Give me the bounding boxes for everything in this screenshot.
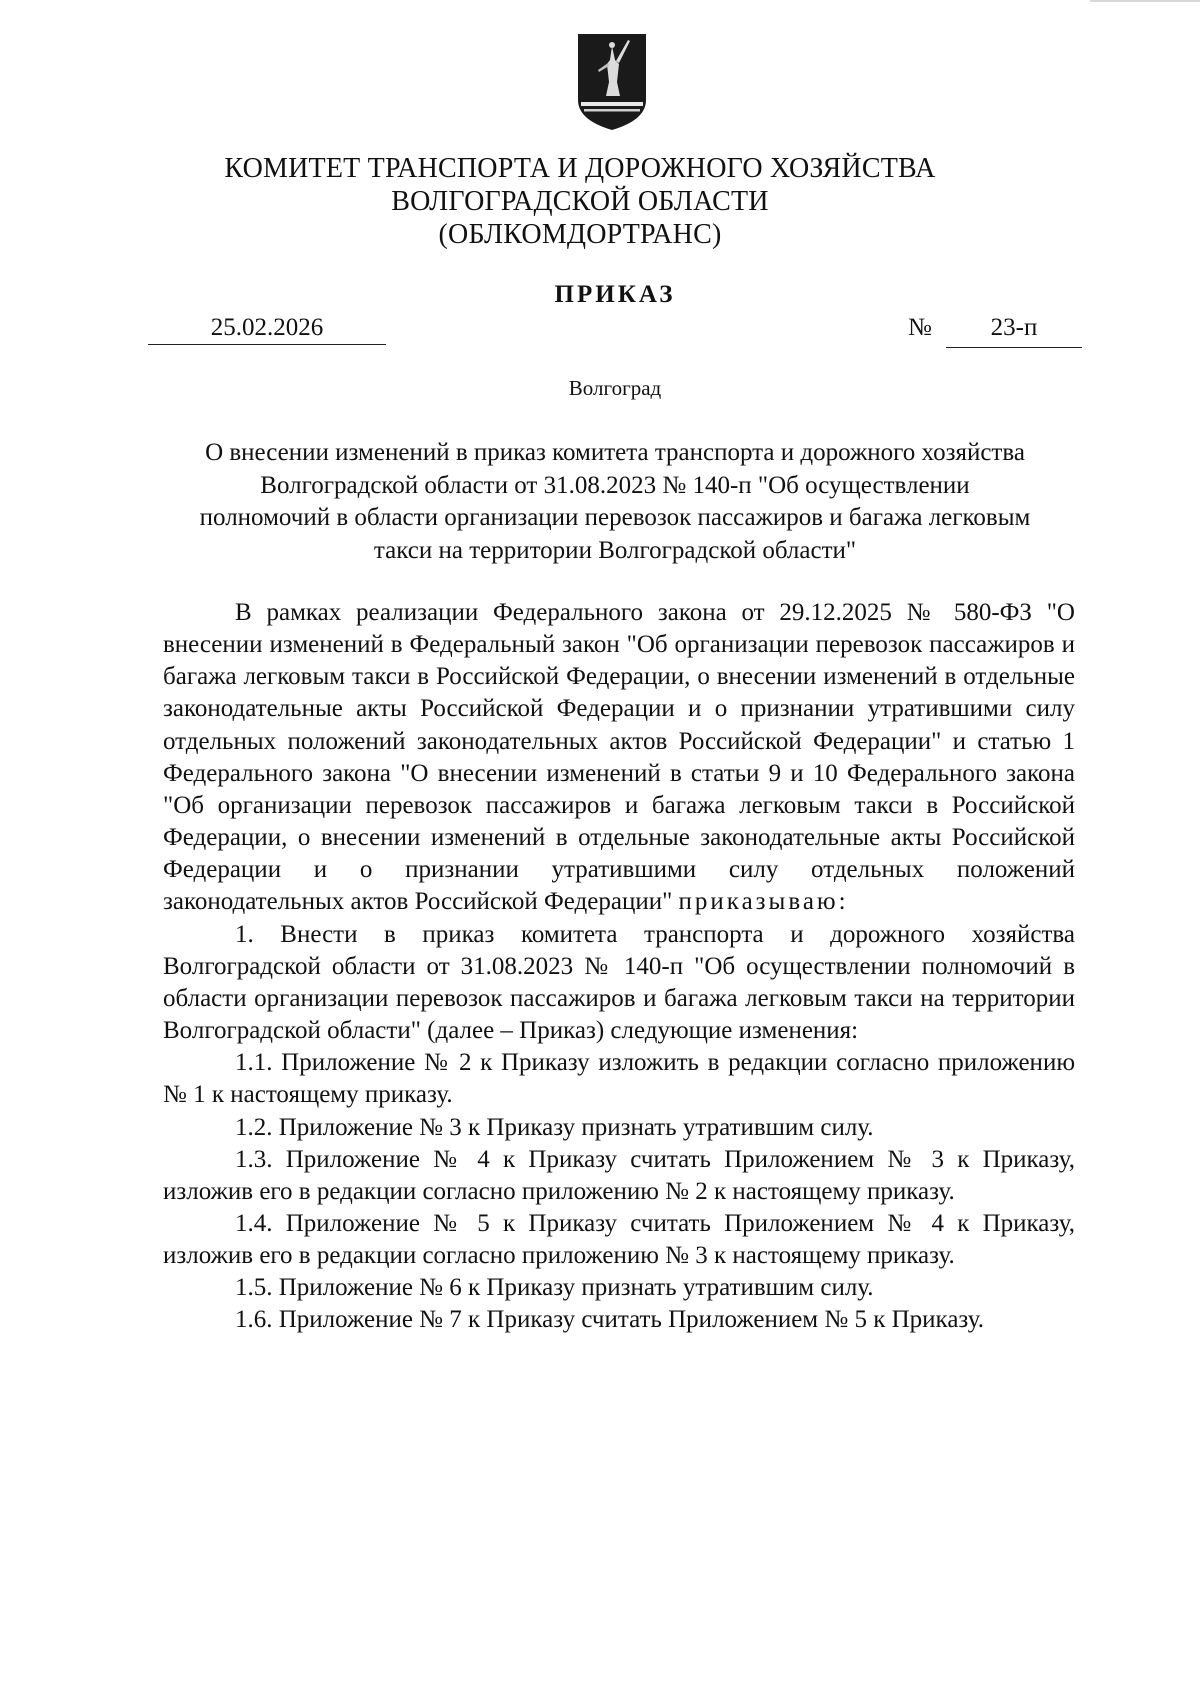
committee-name-line-1: КОМИТЕТ ТРАНСПОРТА И ДОРОЖНОГО ХОЗЯЙСТВА <box>224 153 936 184</box>
order-number: 23-п <box>946 313 1082 348</box>
item-1-5: 1.5. Приложение № 6 к Приказу признать утратившим силу. <box>235 1274 874 1302</box>
document-type-title: ПРИКАЗ <box>554 281 676 308</box>
scan-edge-line <box>1090 0 1200 2</box>
item-1-1: 1.1. Приложение № 2 к Приказу изложить в редакции согласно приложению № 1 к настоящему приказу. <box>163 1049 1075 1109</box>
item-1-6: 1.6. Приложение № 7 к Приказу считать Приложением № 5 к Приказу. <box>235 1306 985 1334</box>
subject-line-3: полномочий в области организации перевозок пассажиров и багажа легковым <box>199 504 1031 532</box>
order-subject <box>150 437 1080 567</box>
item-1-2: 1.2. Приложение № 3 к Приказу признать утратившим силу. <box>235 1113 874 1141</box>
order-body <box>163 597 1075 1337</box>
item-1-4: 1.4. Приложение № 5 к Приказу считать Приложением № 4 к Приказу, изложив его в редакции согласно приложению № 3 к настоящему приказу. <box>163 1209 1075 1270</box>
preamble-text: В рамках реализации Федерального закона от 29.12.2025 № 580-ФЗ "О внесении изменений в Федеральный закон "Об организации перевозок пассажиров и багажа легковым такси в Российской Федерации, о внесении изменений в отдельные законодательные акты Российской Федерации и о признании утратившими силу отдельных положений законодательных актов Российской Федерации" и статью 1 Федерального закона "О внесении изменений в статьи 9 и 10 Федерального закона "Об организации перевозок пассажиров и багажа легковым такси в Российской Федерации, о внесении изменений в отдельные законодательные акты Российской Федерации и о признании утратившими силу отдельных положений законодательных актов Российской Федерации" <box>163 599 1075 916</box>
preamble-paragraph <box>163 597 1075 919</box>
order-date: 25.02.2026 <box>148 313 386 345</box>
subject-line-2: Волгоградской области от 31.08.2023 № 140-п "Об осуществлении <box>260 471 970 499</box>
committee-name-line-3: (ОБЛКОМДОРТРАНС) <box>438 219 722 250</box>
committee-name <box>160 152 1000 251</box>
city-name: Волгоград <box>568 376 662 400</box>
number-sign: № <box>908 314 932 341</box>
volgograd-coat-of-arms-icon <box>572 30 652 132</box>
subject-line-1: О внесении изменений в приказ комитета транспорта и дорожного хозяйства <box>205 439 1025 466</box>
order-word: приказываю: <box>678 888 849 916</box>
item-1: 1. Внести в приказ комитета транспорта и дорожного хозяйства Волгоградской области от 31.08.2023 № 140-п "Об осуществлении полномочий в области организации перевозок пассажиров и багажа легковым такси на территории Волгоградской области" (далее – Приказ) следующие изменения: <box>163 920 1075 1045</box>
item-1-3: 1.3. Приложение № 4 к Приказу считать Приложением № 3 к Приказу, изложив его в редакции согласно приложению № 2 к настоящему приказу. <box>163 1145 1075 1205</box>
subject-line-4: такси на территории Волгоградской области" <box>373 536 857 564</box>
committee-name-line-2: ВОЛГОГРАДСКОЙ ОБЛАСТИ <box>391 186 769 217</box>
